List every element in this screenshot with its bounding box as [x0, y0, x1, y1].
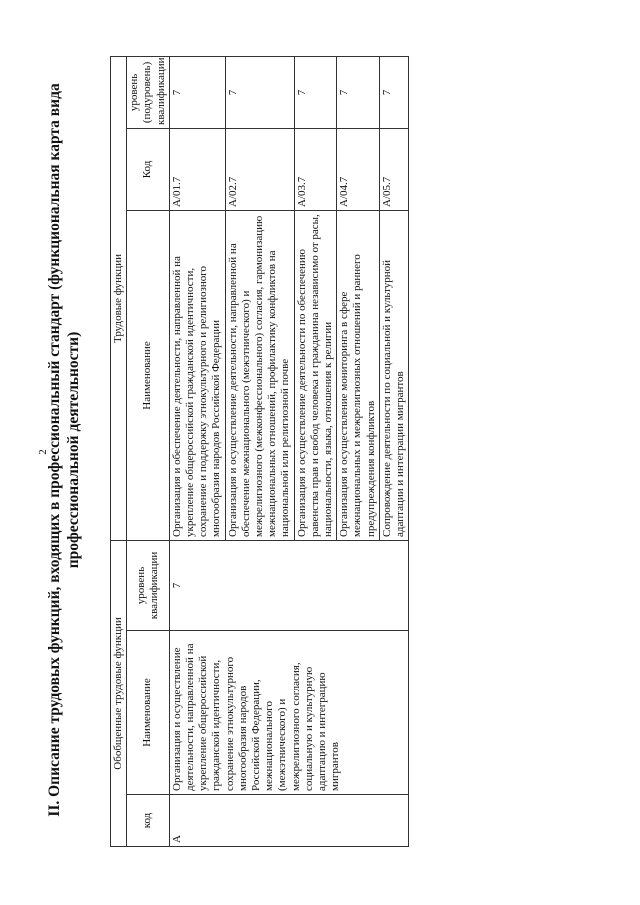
function-code-cell: A/02.7: [225, 128, 294, 210]
title-line-2: профессиональной деятельности): [65, 331, 82, 569]
table-row: [169, 56, 225, 846]
generalized-functions-header: Обобщенные трудовые функции: [111, 540, 127, 846]
tf-code-header: Код: [127, 128, 170, 210]
labor-functions-header: Трудовые функции: [111, 56, 127, 540]
tf-level-header: уровень (подуровень) квалификации: [127, 56, 170, 128]
function-name-cell: Организация и обеспечение деятельности, направленной на укрепление общероссийской гражданской идентичности, сохранение и поддержку этнокультурного и религиозного многообразия народов Российской Федерации: [169, 210, 225, 540]
name-header: Наименование: [127, 631, 170, 795]
function-level-cell: 7: [294, 56, 337, 128]
code-header: код: [127, 795, 170, 847]
section-title: [45, 55, 83, 845]
function-level-cell: 7: [337, 56, 380, 128]
function-name-cell: Сопровождение деятельности по социальной и культурной адаптации и интеграции мигрантов: [379, 210, 408, 540]
function-name-cell: Организация и осуществление деятельности, направленной на обеспечение межнационального (межэтнического) и межрелигиозного (межконфессионального) согласия, гармонизацию межнациональных отношений, профилактику конфликтов на национальной или религиозной почве: [225, 210, 294, 540]
tf-name-header: Наименование: [127, 210, 170, 540]
generalized-code-cell: A: [169, 795, 408, 847]
function-code-cell: A/04.7: [337, 128, 380, 210]
generalized-level-cell: 7: [169, 540, 408, 630]
title-line-1: II. Описание трудовых функций, входящих в профессиональный стандарт (функциональная карта вида: [46, 83, 63, 817]
function-level-cell: 7: [225, 56, 294, 128]
function-name-cell: Организация и осуществление мониторинга в сфере межнациональных и межрелигиозных отношений и раннего предупреждения конфликтов: [337, 210, 380, 540]
functional-map-table: [110, 56, 409, 847]
page-number: 2: [37, 449, 49, 455]
function-name-cell: Организация и осуществление деятельности по обеспечению равенства прав и свобод человека и гражданина независимо от расы, национальности, языка, отношения к религии: [294, 210, 337, 540]
level-header: уровень квалификации: [127, 540, 170, 630]
function-code-cell: A/03.7: [294, 128, 337, 210]
function-code-cell: A/05.7: [379, 128, 408, 210]
function-level-cell: 7: [379, 56, 408, 128]
generalized-name-cell: Организация и осуществление деятельности, направленной на укрепление общероссийской гражданской идентичности, сохранение этнокультурного многообразия народов Российской Федерации, межнационального (межэтнического) и межрелигиозного согласия, социальную и культурную адаптацию и интеграцию мигрантов: [169, 631, 408, 795]
function-code-cell: A/01.7: [169, 128, 225, 210]
function-level-cell: 7: [169, 56, 225, 128]
